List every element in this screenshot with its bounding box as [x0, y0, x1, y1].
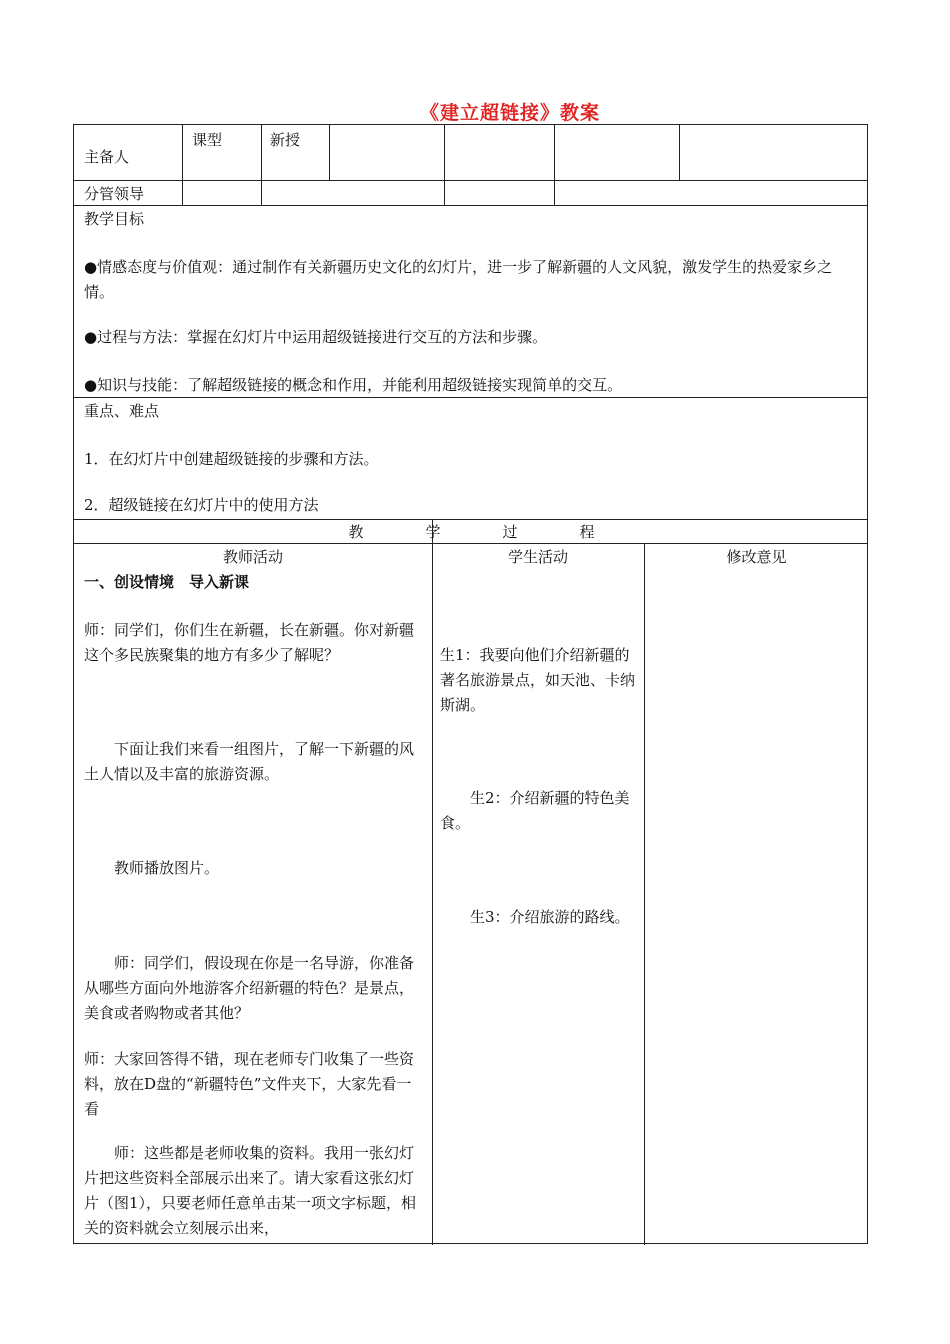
process-heading: [74, 520, 869, 544]
col-divider: [329, 125, 330, 180]
objective-item: ●情感态度与价值观：通过制作有关新疆历史文化的幻灯片，进一步了解新疆的人文风貌，激发学生的热爱家乡之情。: [84, 258, 833, 301]
lesson-plan-table: [73, 124, 868, 1244]
teacher-paragraph: 师：大家回答得不错，现在老师专门收集了一些资料，放在D盘的“新疆特色”文件夹下，大家先看一看: [84, 1050, 415, 1118]
teacher-paragraph: 教师播放图片。: [114, 859, 220, 877]
teacher-paragraph: 下面让我们来看一组图片，了解一下新疆的风土人情以及丰富的旅游资源。: [84, 740, 415, 783]
student-paragraph: 生1：我要向他们介绍新疆的著名旅游景点，如天池、卡纳斯湖。: [440, 646, 636, 714]
teacher-activity-heading: 教师活动: [222, 548, 283, 566]
key-point-item: 1．在幻灯片中创建超级链接的步骤和方法。: [84, 450, 379, 468]
row-divider: [74, 205, 867, 206]
process-char: 过: [502, 523, 518, 541]
teacher-paragraph: 师：这些都是老师收集的资料。我用一张幻灯片把这些资料全部展示出来了。请大家看这张幻灯片（图1），只要老师任意单击某一项文字标题，相关的资料就会立刻展示出来，: [84, 1144, 417, 1237]
teacher-paragraph: 师：同学们，你们生在新疆，长在新疆。你对新疆这个多民族聚集的地方有多少了解呢？: [84, 621, 415, 664]
course-type-value: 新授: [270, 131, 301, 149]
section-title: 一、创设情境 导入新课: [84, 573, 250, 591]
objectives-heading: 教学目标: [84, 210, 145, 228]
student-paragraph: 生3：介绍旅游的路线。: [470, 908, 630, 926]
col-divider: [432, 543, 433, 1245]
key-points-heading: 重点、难点: [84, 402, 160, 420]
key-point-item: 2．超级链接在幻灯片中的使用方法: [84, 496, 319, 514]
col-divider: [261, 125, 262, 205]
document-title: 《建立超链接》教案: [419, 102, 600, 124]
objective-item: ●过程与方法：掌握在幻灯片中运用超级链接进行交互的方法和步骤。: [84, 328, 548, 346]
course-type-label: 课型: [192, 131, 223, 149]
col-divider: [644, 543, 645, 1245]
col-divider: [182, 125, 183, 205]
student-paragraph: 生2：介绍新疆的特色美食。: [440, 789, 630, 832]
leader-label: 分管领导: [84, 185, 145, 203]
revision-heading: 修改意见: [726, 548, 787, 566]
col-divider: [554, 125, 555, 205]
process-char: 学: [425, 523, 441, 541]
objective-item: ●知识与技能：了解超级链接的概念和作用，并能利用超级链接实现简单的交互。: [84, 376, 623, 394]
col-divider: [679, 125, 680, 180]
process-char: 教: [348, 523, 364, 541]
teacher-paragraph: 师：同学们，假设现在你是一名导游，你准备从哪些方面向外地游客介绍新疆的特色？是景点，美食或者购物或者其他？: [84, 954, 415, 1022]
main-preparer-label: 主备人: [84, 148, 130, 166]
student-activity-heading: 学生活动: [507, 548, 568, 566]
row-divider: [74, 180, 867, 181]
col-divider: [444, 125, 445, 205]
process-char: 程: [579, 523, 595, 541]
